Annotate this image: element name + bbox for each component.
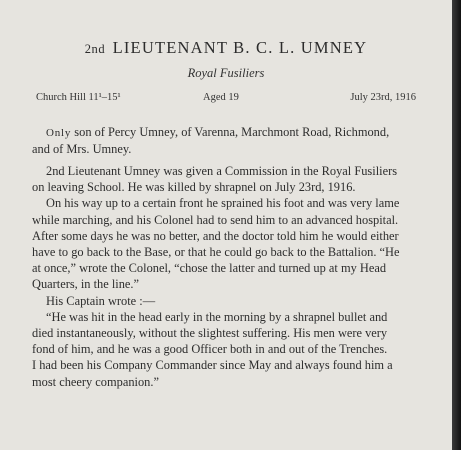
body-line: while marching, and his Colonel had to send him to an advanced hospital. (32, 212, 399, 227)
body-line: His Captain wrote :— (46, 293, 156, 308)
biography-body (32, 163, 440, 390)
body-line: 2nd Lieutenant Umney was given a Commission in the Royal Fusiliers (46, 164, 398, 178)
officer-name: LIEUTENANT B. C. L. UMNEY (112, 38, 368, 57)
parentage-paragraph (32, 124, 440, 157)
body-line: died instantaneously, without the slightest suffering. His men were very (32, 326, 388, 341)
regiment-subtitle: Royal Fusiliers (187, 66, 265, 80)
body-line: Quarters, in the line.” (32, 277, 140, 292)
body-line: After some days he was no better, and the doctor told him he would either (32, 228, 399, 243)
scan-edge (452, 0, 461, 450)
school-house: Church Hill 11¹–15¹ (36, 92, 121, 103)
body-line: at once,” wrote the Colonel, “chose the latter and turned up at my Head (32, 261, 387, 276)
body-line: fond of him, and he was a good Officer both in and out of the Trenches. (32, 342, 388, 357)
body-line: on leaving School. He was killed by shrapnel on July 23rd, 1916. (32, 180, 356, 195)
body-line: most cheery companion.” (32, 374, 159, 389)
meta-row (36, 92, 416, 108)
age: Aged 19 (203, 92, 239, 103)
parentage-line-1 (32, 124, 440, 141)
parentage-line-2: and of Mrs. Umney. (32, 142, 132, 157)
body-line: “He was hit in the head early in the morning by a shrapnel bullet and (46, 309, 388, 324)
body-line: I had been his Company Commander since May and always found him a (32, 358, 393, 373)
body-line: On his way up to a certain front he sprained his foot and was very lame (46, 196, 400, 211)
death-date: July 23rd, 1916 (350, 92, 416, 103)
parentage-line-1-text: son of Percy Umney, of Varenna, Marchmont Road, Richmond, (71, 125, 390, 139)
parentage-lead-word: Only (46, 127, 72, 139)
page-title (0, 38, 452, 58)
body-line: have to go back to the Base, or that he could go back to the Battalion. “He (32, 245, 400, 260)
rank-prefix: 2nd (84, 42, 106, 56)
